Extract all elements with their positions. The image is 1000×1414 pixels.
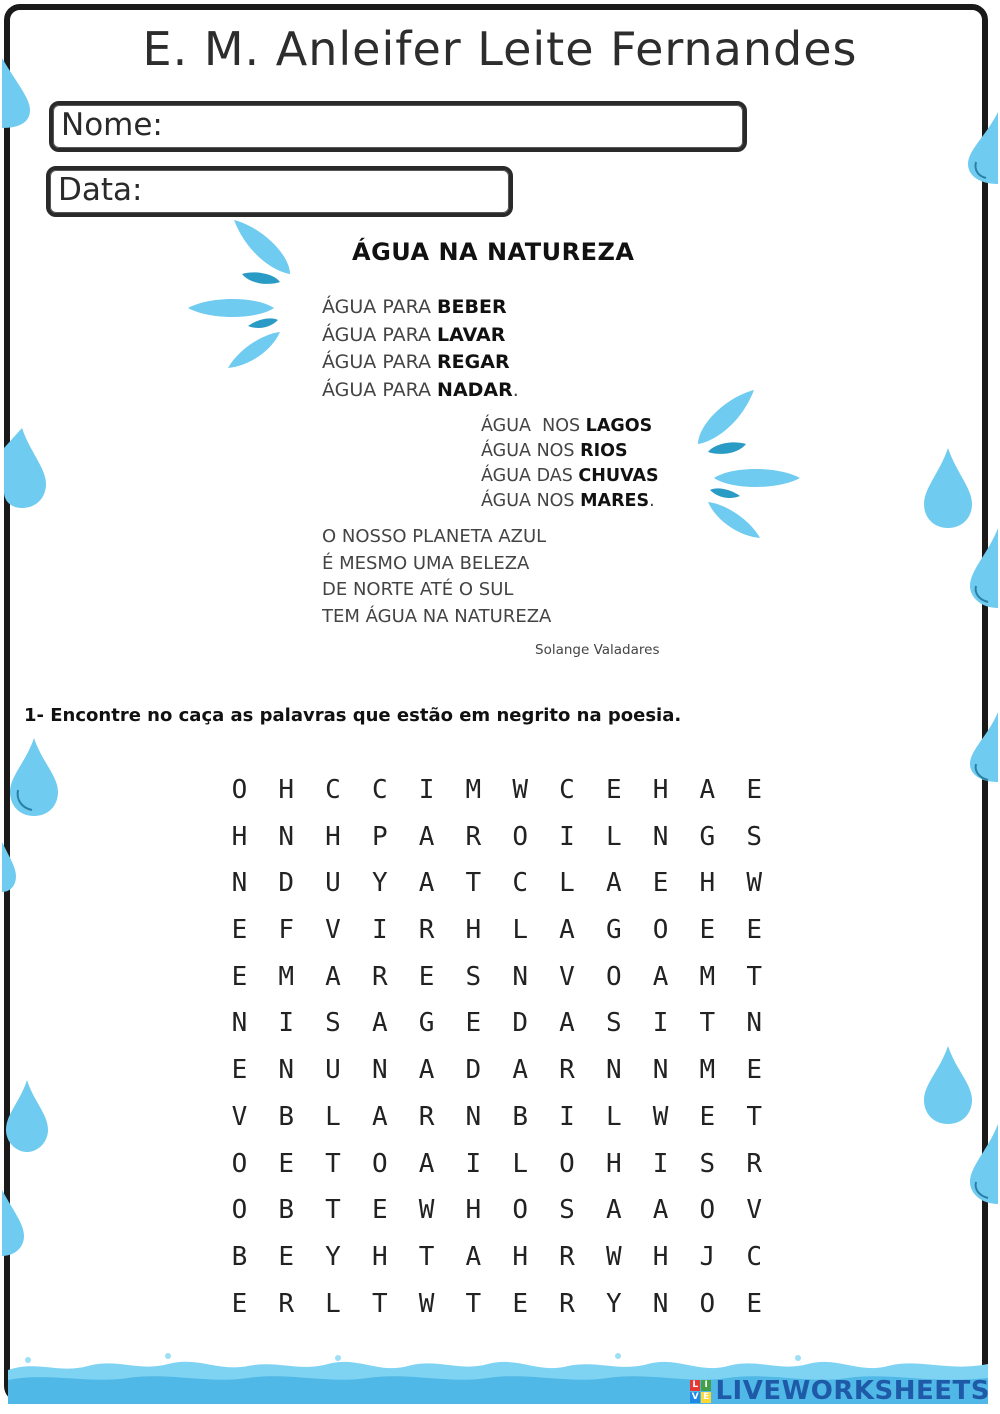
grid-cell[interactable]: O xyxy=(559,1148,575,1179)
grid-cell[interactable]: S xyxy=(605,1008,622,1039)
grid-cell[interactable]: T xyxy=(371,1288,388,1319)
grid-cell[interactable]: B xyxy=(512,1101,528,1132)
grid-cell[interactable]: E xyxy=(699,1101,716,1132)
grid-cell[interactable]: S xyxy=(746,821,762,852)
grid-cell[interactable]: B xyxy=(278,1101,295,1132)
water-drop-icon xyxy=(924,1046,972,1124)
grid-cell[interactable]: E xyxy=(278,1148,295,1179)
grid-cell[interactable]: W xyxy=(746,868,762,899)
grid-cell[interactable]: G xyxy=(605,915,622,946)
water-splash-icon xyxy=(186,216,296,376)
grid-cell[interactable]: N xyxy=(652,1055,669,1086)
grid-cell[interactable]: L xyxy=(512,1148,528,1179)
grid-cell[interactable]: E xyxy=(231,1055,248,1086)
grid-cell[interactable]: M xyxy=(465,775,482,805)
poem-stanza-1 xyxy=(322,294,519,404)
grid-cell[interactable]: N xyxy=(605,1055,622,1086)
grid-cell[interactable]: C xyxy=(559,775,575,805)
grid-cell[interactable]: H xyxy=(652,1241,669,1272)
grid-cell[interactable]: T xyxy=(418,1241,435,1272)
liveworksheets-logo-icon: L I V E xyxy=(691,1379,710,1402)
grid-cell[interactable]: O xyxy=(605,961,622,992)
grid-cell[interactable]: I xyxy=(465,1148,482,1179)
grid-cell[interactable]: A xyxy=(371,1008,388,1039)
grid-cell[interactable]: R xyxy=(418,915,435,946)
grid-cell[interactable]: M xyxy=(699,1055,716,1086)
grid-cell[interactable]: N xyxy=(231,868,248,899)
grid-cell[interactable]: W xyxy=(605,1241,622,1272)
grid-cell[interactable]: A xyxy=(559,1008,575,1039)
grid-cell[interactable]: A xyxy=(605,1195,622,1226)
water-drop-icon xyxy=(966,1124,998,1204)
grid-cell[interactable]: R xyxy=(746,1148,762,1179)
grid-cell[interactable]: A xyxy=(418,821,435,852)
grid-cell[interactable]: G xyxy=(699,821,716,852)
grid-cell[interactable]: T xyxy=(325,1195,341,1226)
liveworksheets-brand[interactable] xyxy=(690,1376,990,1406)
grid-cell[interactable]: I xyxy=(559,821,575,852)
poem-author: Solange Valadares xyxy=(535,642,660,658)
grid-cell[interactable]: V xyxy=(231,1101,248,1132)
water-drop-icon xyxy=(924,448,972,528)
poem-line: É MESMO UMA BELEZA xyxy=(322,552,530,574)
grid-cell[interactable]: H xyxy=(465,915,482,946)
water-drop-icon xyxy=(966,528,998,608)
grid-cell[interactable]: H xyxy=(699,868,716,899)
grid-cell[interactable]: I xyxy=(418,775,435,805)
grid-cell[interactable]: O xyxy=(371,1148,388,1179)
grid-cell[interactable]: L xyxy=(512,915,528,946)
poem-line: ÁGUA NOS MARES. xyxy=(481,491,655,511)
grid-cell[interactable]: E xyxy=(231,1288,248,1319)
date-label: Data: xyxy=(58,172,143,208)
poem-title: ÁGUA NA NATUREZA xyxy=(352,238,635,266)
grid-cell[interactable]: E xyxy=(605,775,622,805)
poem-line: ÁGUA DAS CHUVAS xyxy=(481,466,659,486)
grid-cell[interactable]: T xyxy=(746,1101,762,1132)
grid-cell[interactable]: W xyxy=(652,1101,669,1132)
grid-cell[interactable]: N xyxy=(746,1008,762,1039)
grid-cell[interactable]: A xyxy=(465,1241,482,1272)
poem-stanza-2 xyxy=(481,414,659,514)
grid-cell[interactable]: O xyxy=(512,821,528,852)
water-drop-icon xyxy=(964,112,998,184)
grid-cell[interactable]: S xyxy=(325,1008,341,1039)
grid-cell[interactable]: N xyxy=(231,1008,248,1039)
grid-cell[interactable]: L xyxy=(325,1288,341,1319)
poem-line: ÁGUA PARA REGAR xyxy=(322,351,510,373)
grid-cell[interactable]: N xyxy=(465,1101,482,1132)
grid-cell[interactable]: C xyxy=(371,775,388,805)
poem-line: ÁGUA NOS RIOS xyxy=(481,441,628,461)
water-splash-icon xyxy=(692,386,802,546)
grid-cell[interactable]: H xyxy=(231,821,248,852)
grid-cell[interactable]: B xyxy=(278,1195,295,1226)
grid-cell[interactable]: R xyxy=(465,821,482,852)
grid-cell[interactable]: I xyxy=(652,1008,669,1039)
grid-cell[interactable]: I xyxy=(559,1101,575,1132)
water-drop-icon xyxy=(2,842,16,892)
grid-cell[interactable]: I xyxy=(371,915,388,946)
grid-cell[interactable]: T xyxy=(699,1008,716,1039)
grid-cell[interactable]: M xyxy=(278,961,295,992)
grid-cell[interactable]: H xyxy=(652,775,669,805)
poem-line: TEM ÁGUA NA NATUREZA xyxy=(322,605,552,627)
grid-cell[interactable]: I xyxy=(652,1148,669,1179)
grid-cell[interactable]: O xyxy=(699,1195,716,1226)
grid-cell[interactable]: W xyxy=(418,1288,435,1319)
grid-cell[interactable]: P xyxy=(371,821,388,852)
name-field[interactable] xyxy=(49,101,747,152)
grid-cell[interactable]: O xyxy=(512,1195,528,1226)
grid-cell[interactable]: R xyxy=(559,1288,575,1319)
grid-cell[interactable]: A xyxy=(512,1055,528,1086)
grid-cell[interactable]: E xyxy=(746,775,762,805)
grid-cell[interactable]: N xyxy=(278,1055,295,1086)
grid-cell[interactable]: T xyxy=(465,868,482,899)
grid-cell[interactable]: O xyxy=(231,775,248,805)
grid-cell[interactable]: O xyxy=(231,1148,248,1179)
grid-cell[interactable]: D xyxy=(512,1008,528,1039)
grid-cell[interactable]: V xyxy=(746,1195,762,1226)
grid-cell[interactable]: D xyxy=(465,1055,482,1086)
grid-cell[interactable]: A xyxy=(652,1195,669,1226)
grid-cell[interactable]: R xyxy=(418,1101,435,1132)
grid-cell[interactable]: W xyxy=(418,1195,435,1226)
word-search-grid[interactable] xyxy=(216,775,778,1335)
grid-cell[interactable]: A xyxy=(559,915,575,946)
poem-line: ÁGUA PARA BEBER xyxy=(322,296,507,318)
grid-cell[interactable]: E xyxy=(465,1008,482,1039)
water-drop-icon xyxy=(2,1190,24,1256)
grid-cell[interactable]: E xyxy=(231,915,248,946)
grid-cell[interactable]: A xyxy=(418,1148,435,1179)
poem-stanza-3 xyxy=(322,524,551,630)
grid-cell[interactable]: H xyxy=(465,1195,482,1226)
grid-cell[interactable]: A xyxy=(418,868,435,899)
poem-line: O NOSSO PLANETA AZUL xyxy=(322,526,547,547)
school-title: E. M. Anleifer Leite Fernandes xyxy=(142,22,858,76)
grid-cell[interactable]: A xyxy=(371,1101,388,1132)
poem-line: ÁGUA NOS LAGOS xyxy=(481,416,653,436)
grid-cell[interactable]: A xyxy=(699,775,716,805)
poem-line: ÁGUA PARA LAVAR xyxy=(322,323,506,346)
grid-cell[interactable]: Y xyxy=(325,1241,341,1272)
grid-cell[interactable]: E xyxy=(652,868,669,899)
grid-cell[interactable]: E xyxy=(512,1288,528,1319)
grid-cell[interactable]: T xyxy=(325,1148,341,1179)
grid-cell[interactable]: F xyxy=(278,915,295,946)
grid-cell[interactable]: Y xyxy=(605,1288,622,1319)
grid-cell[interactable]: J xyxy=(699,1241,716,1272)
grid-cell[interactable]: A xyxy=(652,961,669,992)
grid-cell[interactable]: E xyxy=(746,1288,762,1319)
grid-cell[interactable]: L xyxy=(605,821,622,852)
grid-cell[interactable]: C xyxy=(325,775,341,805)
water-drop-icon xyxy=(4,428,46,508)
grid-cell[interactable]: U xyxy=(325,868,341,899)
grid-cell[interactable]: O xyxy=(652,915,669,946)
water-drop-icon xyxy=(2,58,32,128)
grid-cell[interactable]: S xyxy=(559,1195,575,1226)
date-field[interactable] xyxy=(46,166,513,217)
grid-cell[interactable]: T xyxy=(465,1288,482,1319)
grid-cell[interactable]: N xyxy=(652,821,669,852)
grid-cell[interactable]: H xyxy=(605,1148,622,1179)
grid-cell[interactable]: E xyxy=(746,1055,762,1086)
water-drop-icon xyxy=(6,1080,48,1152)
grid-cell[interactable]: A xyxy=(605,868,622,899)
grid-cell[interactable]: A xyxy=(325,961,341,992)
grid-cell[interactable]: L xyxy=(605,1101,622,1132)
grid-cell[interactable]: O xyxy=(231,1195,248,1226)
grid-cell[interactable]: E xyxy=(418,961,435,992)
water-drop-icon xyxy=(10,738,58,816)
grid-cell[interactable]: W xyxy=(512,775,528,805)
grid-cell[interactable]: H xyxy=(371,1241,388,1272)
grid-cell[interactable]: E xyxy=(371,1195,388,1226)
grid-cell[interactable]: L xyxy=(559,868,575,899)
grid-cell[interactable]: L xyxy=(325,1101,341,1132)
grid-cell[interactable]: S xyxy=(465,961,482,992)
name-label: Nome: xyxy=(61,107,163,143)
grid-cell[interactable]: E xyxy=(278,1241,295,1272)
grid-cell[interactable]: R xyxy=(278,1288,295,1319)
grid-cell[interactable]: N xyxy=(278,821,295,852)
grid-cell[interactable]: B xyxy=(231,1241,248,1272)
grid-cell[interactable]: U xyxy=(325,1055,341,1086)
grid-cell[interactable]: C xyxy=(512,868,528,899)
grid-cell[interactable]: G xyxy=(418,1008,435,1039)
grid-cell[interactable]: N xyxy=(652,1288,669,1319)
poem-line: ÁGUA PARA NADAR. xyxy=(322,378,519,401)
grid-cell[interactable]: S xyxy=(699,1148,716,1179)
poem-line: DE NORTE ATÉ O SUL xyxy=(322,579,514,600)
grid-cell[interactable]: H xyxy=(512,1241,528,1272)
grid-cell[interactable]: E xyxy=(699,915,716,946)
grid-cell[interactable]: Y xyxy=(371,868,388,899)
grid-cell[interactable]: V xyxy=(559,961,575,992)
grid-cell[interactable]: A xyxy=(418,1055,435,1086)
grid-cell[interactable]: N xyxy=(371,1055,388,1086)
grid-cell[interactable]: R xyxy=(559,1055,575,1086)
grid-cell[interactable]: H xyxy=(325,821,341,852)
exercise-instruction: 1- Encontre no caça as palavras que estão em negrito na poesia. xyxy=(24,705,682,726)
grid-cell[interactable]: I xyxy=(278,1008,295,1039)
grid-cell[interactable]: H xyxy=(278,775,295,805)
grid-cell[interactable]: R xyxy=(559,1241,575,1272)
brand-text: LIVEWORKSHEETS xyxy=(715,1376,990,1406)
grid-cell[interactable]: V xyxy=(325,915,341,946)
grid-cell[interactable]: T xyxy=(746,961,762,992)
grid-cell[interactable]: C xyxy=(746,1241,762,1272)
grid-cell[interactable]: O xyxy=(699,1288,716,1319)
grid-cell[interactable]: N xyxy=(512,961,528,992)
grid-cell[interactable]: E xyxy=(746,915,762,946)
grid-cell[interactable]: R xyxy=(371,961,388,992)
grid-cell[interactable]: M xyxy=(699,961,716,992)
water-drop-icon xyxy=(966,712,998,782)
grid-cell[interactable]: E xyxy=(231,961,248,992)
grid-cell[interactable]: D xyxy=(278,868,295,899)
